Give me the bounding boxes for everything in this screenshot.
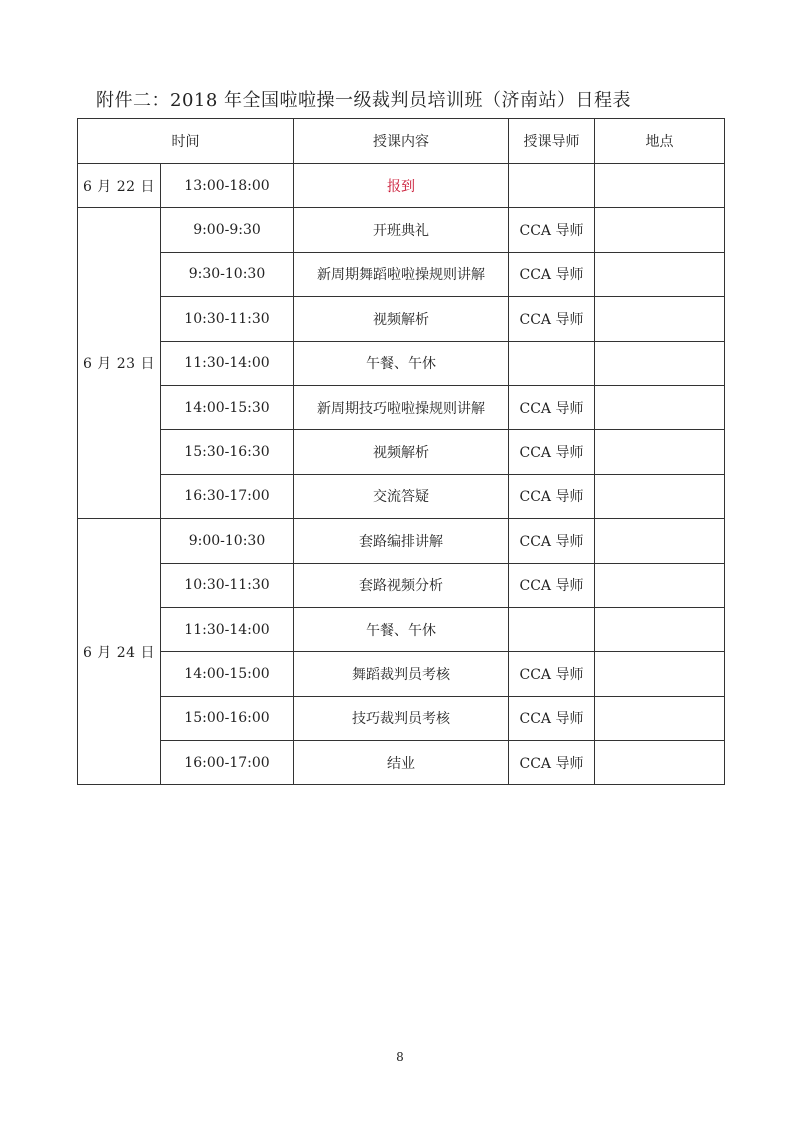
time-cell: 15:00-16:00 — [161, 696, 294, 740]
time-cell: 13:00-18:00 — [161, 164, 294, 208]
location-cell — [595, 385, 725, 429]
time-cell: 14:00-15:00 — [161, 652, 294, 696]
content-cell: 新周期技巧啦啦操规则讲解 — [294, 385, 509, 429]
instructor-cell: CCA 导师 — [509, 385, 595, 429]
time-cell: 10:30-11:30 — [161, 297, 294, 341]
location-cell — [595, 607, 725, 651]
table-row — [78, 385, 725, 429]
time-cell: 15:30-16:30 — [161, 430, 294, 474]
content-cell: 视频解析 — [294, 430, 509, 474]
table-row — [78, 164, 725, 208]
location-cell — [595, 252, 725, 296]
content-cell: 套路编排讲解 — [294, 519, 509, 563]
instructor-cell — [509, 164, 595, 208]
time-cell: 14:00-15:30 — [161, 385, 294, 429]
content-cell: 新周期舞蹈啦啦操规则讲解 — [294, 252, 509, 296]
header-time: 时间 — [78, 119, 294, 164]
table-row — [78, 341, 725, 385]
table-row — [78, 696, 725, 740]
schedule-table — [77, 118, 725, 785]
content-cell: 技巧裁判员考核 — [294, 696, 509, 740]
location-cell — [595, 430, 725, 474]
instructor-cell: CCA 导师 — [509, 252, 595, 296]
location-cell — [595, 341, 725, 385]
content-cell: 舞蹈裁判员考核 — [294, 652, 509, 696]
schedule-body — [78, 164, 725, 785]
instructor-cell — [509, 341, 595, 385]
location-cell — [595, 652, 725, 696]
header-location: 地点 — [595, 119, 725, 164]
content-cell: 报到 — [294, 164, 509, 208]
content-cell: 交流答疑 — [294, 474, 509, 518]
instructor-cell: CCA 导师 — [509, 519, 595, 563]
instructor-cell: CCA 导师 — [509, 696, 595, 740]
time-cell: 16:30-17:00 — [161, 474, 294, 518]
instructor-cell: CCA 导师 — [509, 563, 595, 607]
instructor-cell: CCA 导师 — [509, 208, 595, 252]
document-title: 附件二：2018 年全国啦啦操一级裁判员培训班（济南站）日程表 — [96, 90, 632, 111]
content-cell: 视频解析 — [294, 297, 509, 341]
instructor-cell: CCA 导师 — [509, 430, 595, 474]
date-cell: 6 月 22 日 — [78, 164, 161, 208]
location-cell — [595, 563, 725, 607]
table-row — [78, 208, 725, 252]
content-cell: 套路视频分析 — [294, 563, 509, 607]
header-instructor: 授课导师 — [509, 119, 595, 164]
header-content: 授课内容 — [294, 119, 509, 164]
instructor-cell: CCA 导师 — [509, 297, 595, 341]
time-cell: 11:30-14:00 — [161, 341, 294, 385]
instructor-cell: CCA 导师 — [509, 741, 595, 785]
table-row — [78, 741, 725, 785]
content-cell: 午餐、午休 — [294, 607, 509, 651]
location-cell — [595, 696, 725, 740]
date-cell: 6 月 24 日 — [78, 519, 161, 785]
time-cell: 16:00-17:00 — [161, 741, 294, 785]
time-cell: 10:30-11:30 — [161, 563, 294, 607]
date-cell: 6 月 23 日 — [78, 208, 161, 519]
location-cell — [595, 474, 725, 518]
time-cell: 9:30-10:30 — [161, 252, 294, 296]
content-cell: 午餐、午休 — [294, 341, 509, 385]
table-header-row — [78, 119, 725, 164]
table-row — [78, 563, 725, 607]
table-row — [78, 607, 725, 651]
table-row — [78, 252, 725, 296]
instructor-cell: CCA 导师 — [509, 474, 595, 518]
instructor-cell: CCA 导师 — [509, 652, 595, 696]
location-cell — [595, 519, 725, 563]
table-row — [78, 519, 725, 563]
page-number: 8 — [396, 1050, 404, 1064]
time-cell: 11:30-14:00 — [161, 607, 294, 651]
table-row — [78, 297, 725, 341]
table-row — [78, 430, 725, 474]
time-cell: 9:00-9:30 — [161, 208, 294, 252]
location-cell — [595, 741, 725, 785]
content-cell: 结业 — [294, 741, 509, 785]
time-cell: 9:00-10:30 — [161, 519, 294, 563]
table-row — [78, 474, 725, 518]
location-cell — [595, 208, 725, 252]
table-row — [78, 652, 725, 696]
location-cell — [595, 164, 725, 208]
content-cell: 开班典礼 — [294, 208, 509, 252]
location-cell — [595, 297, 725, 341]
instructor-cell — [509, 607, 595, 651]
